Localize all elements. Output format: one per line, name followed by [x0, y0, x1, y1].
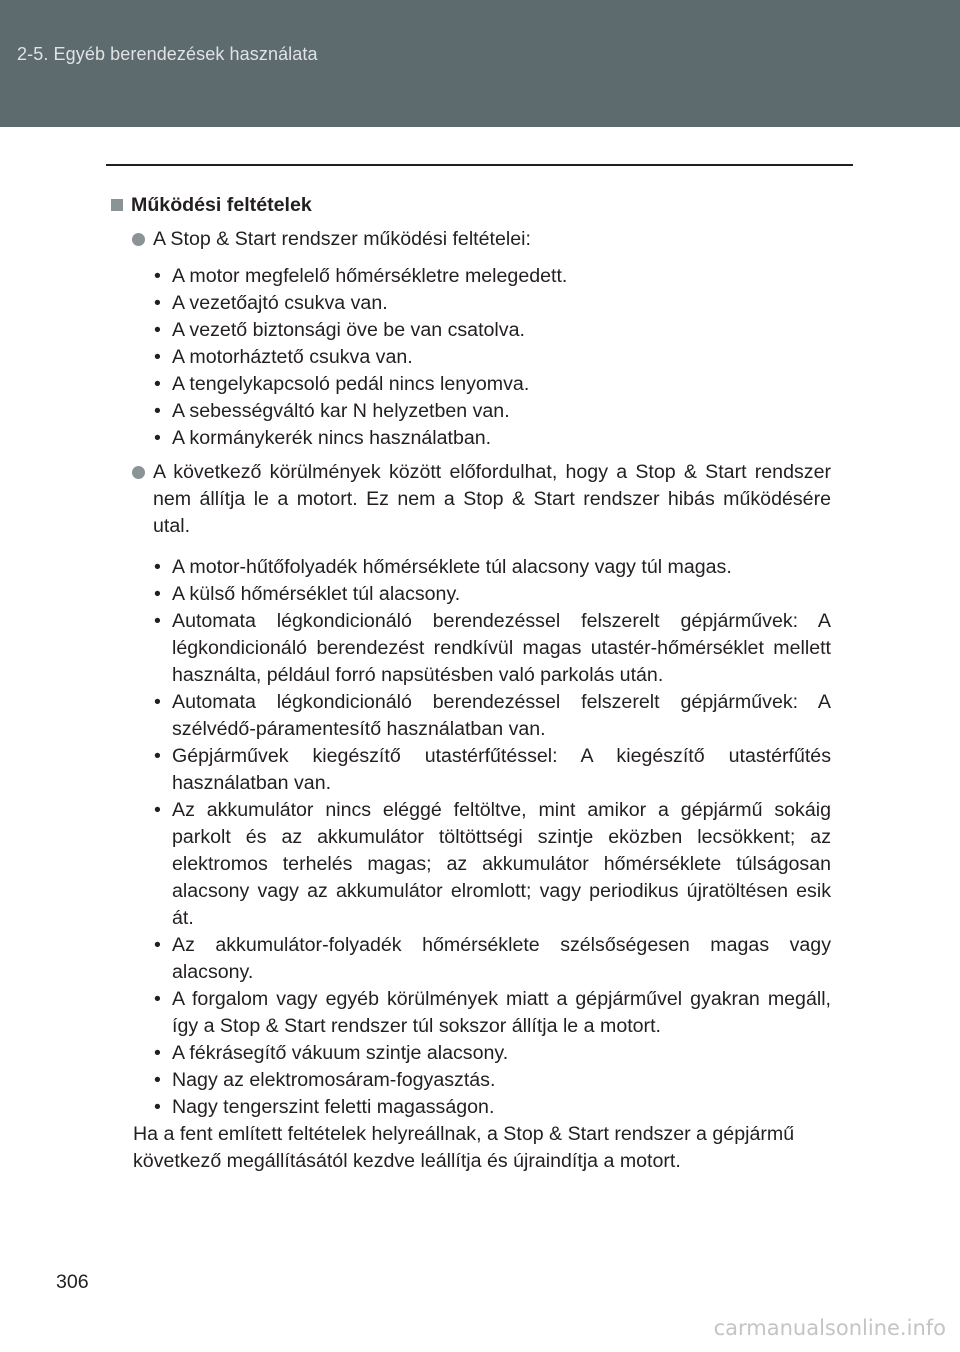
condition-list [106, 263, 831, 452]
circle-bullet-icon [132, 466, 145, 479]
list-item: • A kormánykerék nincs használatban. [172, 425, 831, 452]
list-item: • Nagy tengerszint feletti magasságon. [172, 1094, 831, 1121]
list-item: • A motor-hűtőfolyadék hőmérséklete túl alacsony vagy túl magas. [172, 554, 831, 581]
watermark: carmanualsonline.info [713, 1316, 946, 1340]
bullet-text: A következő körülmények között előfordulhat, hogy a Stop & Start rendszer nem állítja le a motort. Ez nem a Stop & Start rendszer hibás működésére utal. [153, 461, 831, 537]
list-item: • Nagy az elektromosáram-fogyasztás. [172, 1067, 831, 1094]
section-heading-text: Működési feltételek [131, 193, 312, 216]
list-item: • A sebességváltó kar N helyzetben van. [172, 398, 831, 425]
list-item: • Az akkumulátor-folyadék hőmérséklete szélsőségesen magas vagy alacsony. [172, 932, 831, 986]
list-item: • A vezető biztonsági öve be van csatolva. [172, 317, 831, 344]
list-item: • A motor megfelelő hőmérsékletre melegedett. [172, 263, 831, 290]
list-item: • A motorháztető csukva van. [172, 344, 831, 371]
header-band [0, 0, 960, 127]
list-item: • A vezetőajtó csukva van. [172, 290, 831, 317]
list-item: • A tengelykapcsoló pedál nincs lenyomva. [172, 371, 831, 398]
closing-paragraph: Ha a fent említett feltételek helyreállnak, a Stop & Start rendszer a gépjármű következő megállításától kezdve leállítja és újraindítja a motort. [133, 1123, 795, 1172]
section-heading [111, 190, 831, 220]
page-number: 306 [56, 1271, 89, 1293]
bullet-operating-conditions [106, 226, 831, 253]
main-content [106, 190, 831, 1175]
exception-list [106, 554, 831, 1121]
list-item: • Automata légkondicionáló berendezéssel felszerelt gépjárművek: A szélvédő-páramentesítő használatban van. [172, 689, 831, 743]
list-item: • Gépjárművek kiegészítő utastérfűtéssel: A kiegészítő utastérfűtés használatban van. [172, 743, 831, 797]
list-item: • A külső hőmérséklet túl alacsony. [172, 581, 831, 608]
bullet-text: A Stop & Start rendszer működési feltételei: [153, 228, 531, 250]
bullet-exceptions [106, 459, 831, 540]
list-item: • Automata légkondicionáló berendezéssel felszerelt gépjárművek: A légkondicionáló berendezést rendkívül magas utastér-hőmérséklet mellett használta, például forró napsütésben való parkolás után. [172, 608, 831, 689]
square-bullet-icon [111, 199, 123, 211]
list-item: • Az akkumulátor nincs eléggé feltöltve, mint amikor a gépjármű sokáig parkolt és az akkumulátor töltöttségi szintje eközben lecsökkent; az elektromos terhelés magas; az akkumulátor hőmérséklete túlságosan alacsony vagy az akkumulátor elromlott; vagy periodikus újratöltésen esik át. [172, 797, 831, 932]
horizontal-rule [106, 164, 853, 166]
list-item: • A fékrásegítő vákuum szintje alacsony. [172, 1040, 831, 1067]
list-item: • A forgalom vagy egyéb körülmények miatt a gépjárművel gyakran megáll, így a Stop & Start rendszer túl sokszor állítja le a motort. [172, 986, 831, 1040]
circle-bullet-icon [132, 233, 145, 246]
section-title: 2-5. Egyéb berendezések használata [17, 44, 318, 64]
